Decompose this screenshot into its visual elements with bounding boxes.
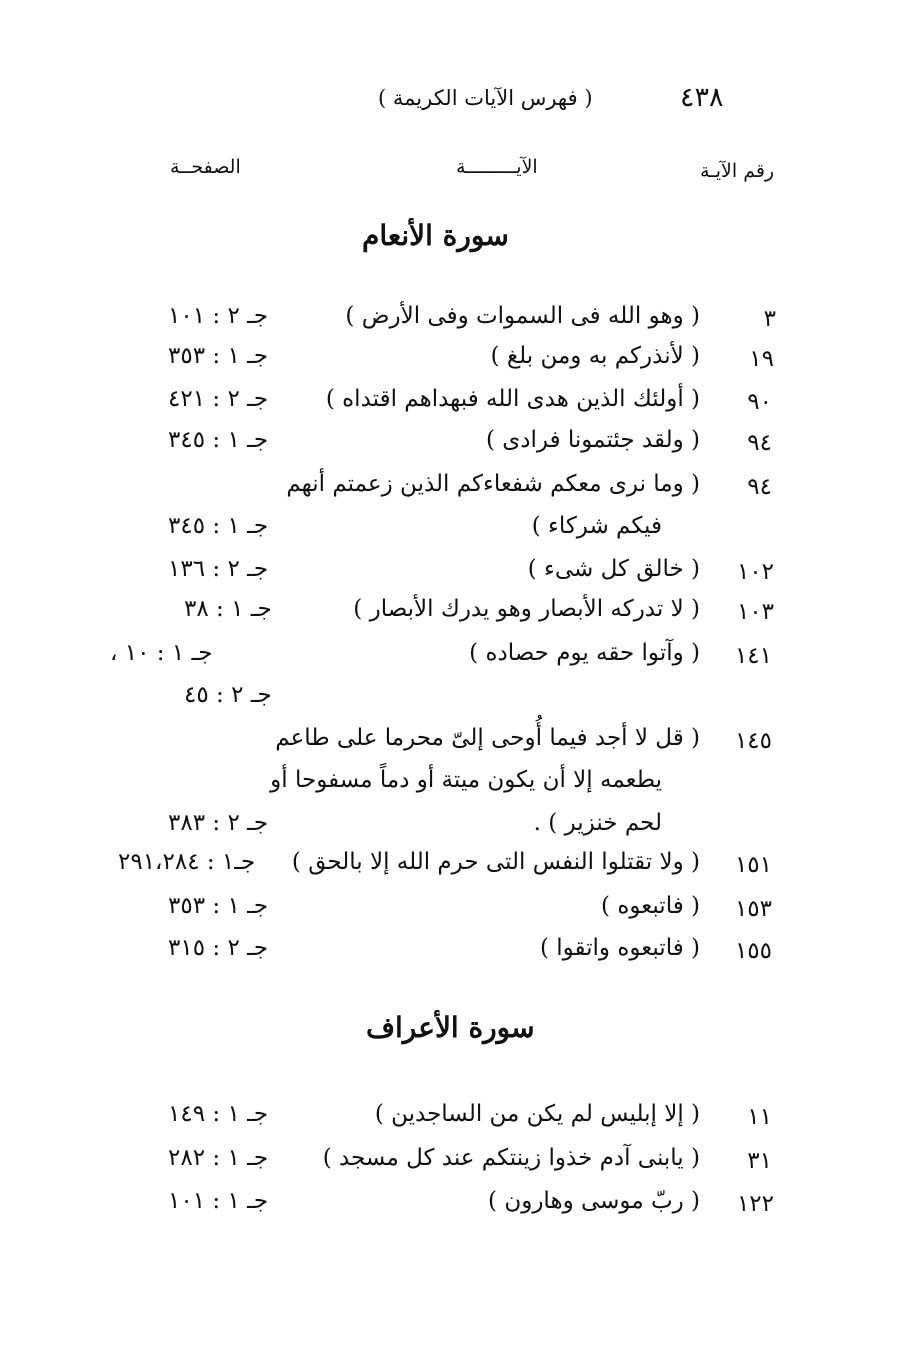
page-reference: جـ ٢ : ٣٨٣ [168, 810, 269, 836]
verse-text: ( فاتبعوه واتقوا ) [539, 935, 700, 961]
verse-number: ١٢٢ [736, 1191, 774, 1217]
verse-text-continued: فيكم شركاء ) [531, 513, 662, 539]
verse-text: ( أولئك الذين هدى الله فبهداهم اقتداه ) [325, 386, 700, 412]
page-reference: جـ ٢ : ٣١٥ [168, 935, 269, 961]
verse-number: ٣١ [747, 1148, 772, 1174]
page-number: ٤٣٨ [680, 82, 724, 113]
verse-text: ( وآتوا حقه يوم حصاده ) [469, 640, 700, 666]
verse-text: ( وما نرى معكم شفعاءكم الذين زعمتم أنهم [286, 471, 700, 497]
verse-number: ١٤٥ [734, 728, 772, 754]
page-reference-second: جـ ٢ : ٤٥ [184, 682, 272, 708]
verse-number: ٩٤ [747, 474, 772, 500]
running-title: ( فهرس الآيات الكريمة ) [378, 86, 593, 110]
page-reference: جـ ١ : ٣٥٣ [168, 893, 269, 919]
verse-text: ( خالق كل شىء ) [527, 556, 700, 582]
column-verse: الآيـــــــــة [456, 156, 538, 178]
verse-text-continued: لحم خنزير ) . [533, 810, 662, 836]
verse-text: ( لا تدركه الأبصار وهو يدرك الأبصار ) [353, 596, 700, 622]
verse-number: ٩٤ [747, 430, 772, 456]
page-reference: جـ ١ : ١٠١ [168, 1188, 269, 1214]
verse-text: ( ولا تقتلوا النفس التى حرم الله إلا بالحق ) [291, 849, 700, 875]
page-reference: جـ ١ : ١٤٩ [168, 1101, 269, 1127]
column-page: الصفحــة [170, 156, 241, 178]
page-reference: جـ ١ : ٣٤٥ [168, 427, 269, 453]
verse-number: ١٥٥ [734, 938, 772, 964]
verse-text: ( وهو الله فى السموات وفى الأرض ) [345, 303, 700, 329]
page-reference: جـ ٢ : ١٠١ [168, 303, 269, 329]
page-reference: جـ ١ : ٢٨٢ [168, 1145, 269, 1171]
verse-text: ( ولقد جئتمونا فرادى ) [485, 427, 700, 453]
verse-number: ١٠٢ [736, 559, 774, 585]
verse-number: ٩٠ [747, 389, 772, 415]
verse-number: ١٥٣ [734, 896, 772, 922]
page-reference: جـ ١ : ١٠ ، [110, 640, 213, 666]
page-reference: جـ ١ : ٣٥٣ [168, 343, 269, 369]
verse-text-continued: يطعمه إلا أن يكون ميتة أو دماً مسفوحا أو [270, 767, 662, 793]
verse-number: ١٥١ [734, 852, 772, 878]
verse-text: ( قل لا أجد فيما أُوحى إلىّ محرما على طاعم [275, 725, 700, 751]
verse-text: ( يابنى آدم خذوا زينتكم عند كل مسجد ) [322, 1145, 700, 1171]
verse-number: ١١ [747, 1104, 772, 1130]
verse-text: ( ربّ موسى وهارون ) [488, 1188, 700, 1214]
verse-number: ١٤١ [734, 643, 772, 669]
page-reference: جـ١ : ٢٩١،٢٨٤ [118, 849, 256, 875]
page-reference: جـ ١ : ٣٨ [184, 596, 272, 622]
column-verse-number: رقم الآيـة [700, 160, 775, 182]
page-reference: جـ ٢ : ٤٢١ [168, 386, 269, 412]
surah-title: سورة الأنعام [362, 219, 509, 252]
surah-title: سورة الأعراف [366, 1011, 535, 1044]
verse-text: ( فاتبعوه ) [601, 893, 700, 919]
verse-number: ١٩ [749, 346, 774, 372]
verse-number: ١٠٣ [736, 599, 774, 625]
verse-text: ( إلا إبليس لم يكن من الساجدين ) [374, 1101, 700, 1127]
page-reference: جـ ١ : ٣٤٥ [168, 513, 269, 539]
verse-number: ٣ [763, 306, 776, 332]
verse-text: ( لأنذركم به ومن بلغ ) [490, 343, 700, 369]
page-reference: جـ ٢ : ١٣٦ [168, 556, 269, 582]
